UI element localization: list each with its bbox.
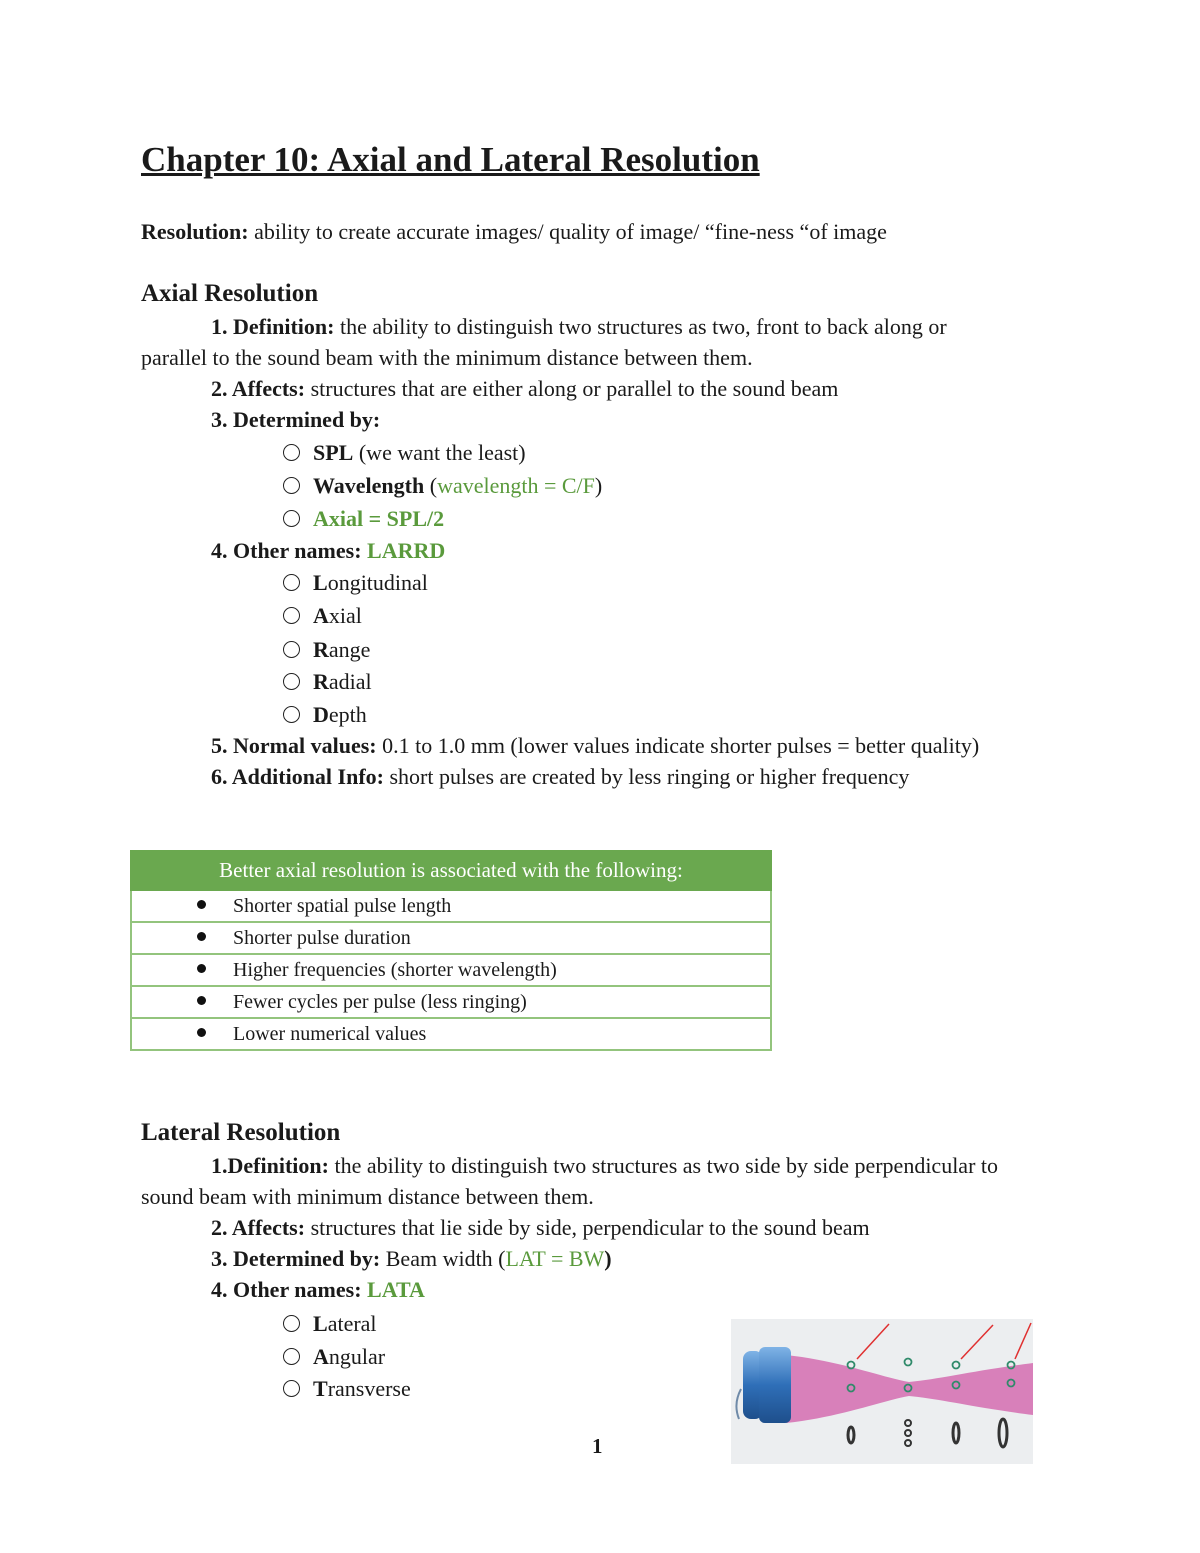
axial-additional-info: 6. Additional Info: short pulses are created by less ringing or higher frequency — [211, 764, 910, 789]
resolution-definition: Resolution: ability to create accurate images/ quality of image/ “fine-ness “of image — [141, 219, 887, 244]
axial-affects: 2. Affects: structures that are either along or parallel to the sound beam — [211, 376, 839, 401]
table-header: Better axial resolution is associated with the following: — [131, 851, 771, 890]
page-title: Chapter 10: Axial and Lateral Resolution — [141, 140, 760, 179]
lateral-other-names: 4. Other names: LATA — [211, 1277, 425, 1302]
list-item: Range — [283, 636, 370, 664]
circle-bullet-icon — [283, 1348, 300, 1365]
circle-bullet-icon — [283, 607, 300, 624]
lateral-determined-by: 3. Determined by: Beam width (LAT = BW) — [211, 1246, 612, 1271]
lateral-heading: Lateral Resolution — [141, 1119, 341, 1146]
lateral-definition-cont: sound beam with minimum distance between them. — [141, 1184, 594, 1209]
list-item: Lateral — [283, 1310, 377, 1338]
bullet-icon — [197, 932, 206, 941]
list-item: Angular — [283, 1343, 385, 1371]
list-item: Transverse — [283, 1375, 411, 1403]
table-row: Higher frequencies (shorter wavelength) — [131, 954, 771, 986]
bullet-icon — [197, 996, 206, 1005]
axial-normal-values: 5. Normal values: 0.1 to 1.0 mm (lower values indicate shorter pulses = better quality) — [211, 733, 980, 758]
circle-bullet-icon — [283, 510, 300, 527]
circle-bullet-icon — [283, 1380, 300, 1397]
list-item: Wavelength (wavelength = C/F) — [283, 472, 602, 500]
circle-bullet-icon — [283, 673, 300, 690]
sound-beam-illustration — [731, 1319, 1033, 1464]
axial-resolution-table — [130, 850, 772, 1051]
axial-definition-cont: parallel to the sound beam with the minimum distance between them. — [141, 345, 753, 370]
list-item: Depth — [283, 701, 367, 729]
circle-bullet-icon — [283, 641, 300, 658]
bullet-icon — [197, 1028, 206, 1037]
bullet-icon — [197, 964, 206, 973]
circle-bullet-icon — [283, 1315, 300, 1332]
list-item: Axial — [283, 602, 362, 630]
circle-bullet-icon — [283, 477, 300, 494]
lateral-definition: 1.Definition: the ability to distinguish two structures as two side by side perpendicular to — [211, 1153, 999, 1178]
axial-other-names: 4. Other names: LARRD — [211, 538, 446, 563]
axial-heading: Axial Resolution — [141, 280, 319, 307]
table-row: Lower numerical values — [131, 1018, 771, 1050]
transducer-body — [759, 1347, 791, 1423]
list-item: Axial = SPL/2 — [283, 505, 444, 533]
table-row: Fewer cycles per pulse (less ringing) — [131, 986, 771, 1018]
circle-bullet-icon — [283, 444, 300, 461]
table-row: Shorter spatial pulse length — [131, 890, 771, 922]
axial-determined-by: 3. Determined by: — [211, 407, 381, 432]
bullet-icon — [197, 900, 206, 909]
circle-bullet-icon — [283, 706, 300, 723]
list-item: Radial — [283, 668, 372, 696]
list-item: Longitudinal — [283, 569, 428, 597]
page-number: 1 — [592, 1434, 603, 1458]
circle-bullet-icon — [283, 574, 300, 591]
axial-definition: 1. Definition: the ability to distinguish two structures as two, front to back along or — [211, 314, 947, 339]
list-item: SPL (we want the least) — [283, 439, 526, 467]
lateral-affects: 2. Affects: structures that lie side by side, perpendicular to the sound beam — [211, 1215, 870, 1240]
table-row: Shorter pulse duration — [131, 922, 771, 954]
